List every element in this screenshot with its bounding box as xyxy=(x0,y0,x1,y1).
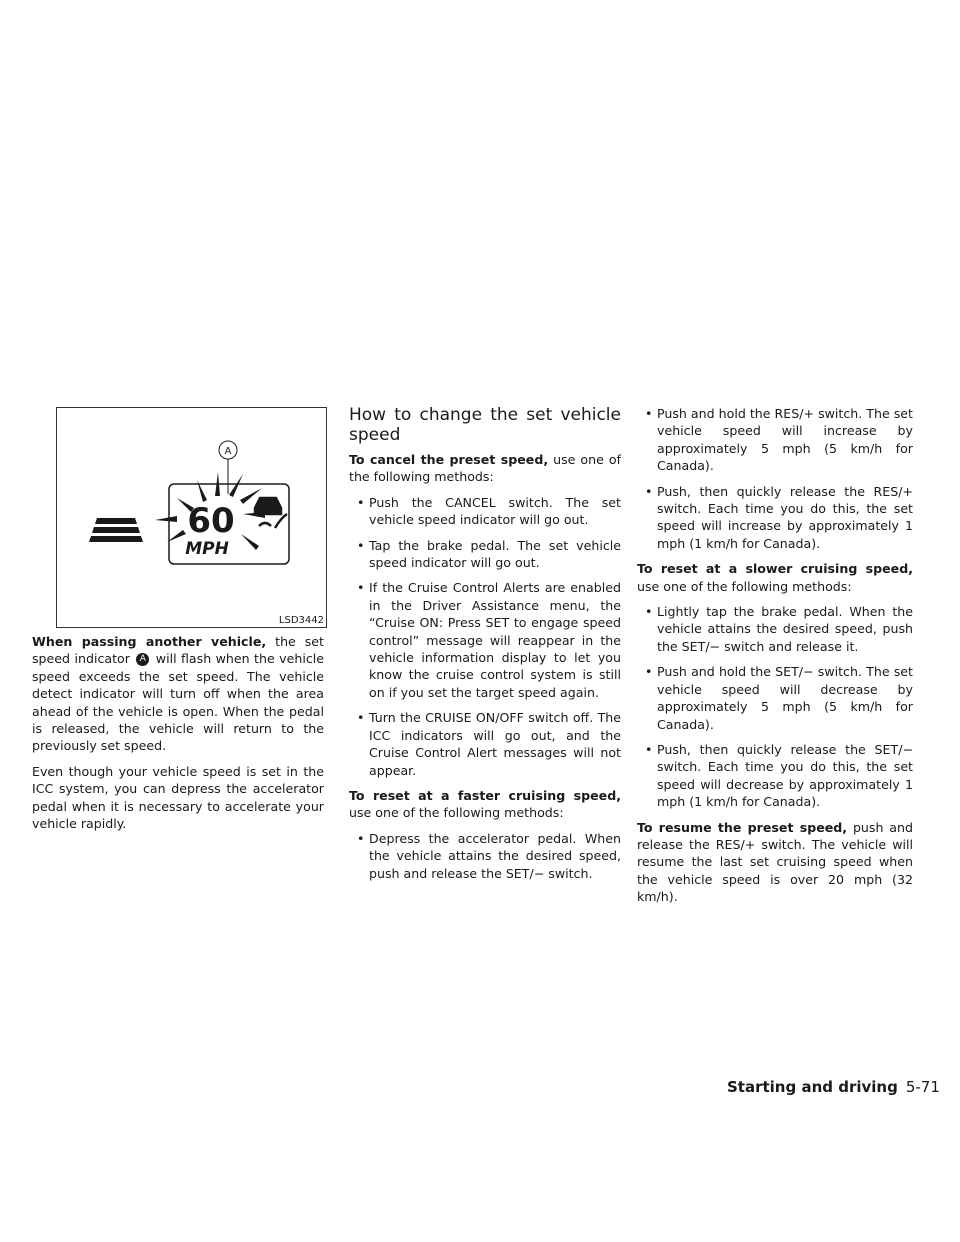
passing-lead: When passing another vehicle, xyxy=(32,634,267,649)
faster-methods-list-cont xyxy=(637,405,913,552)
slower-methods-list xyxy=(637,603,913,810)
faster-methods-list xyxy=(349,830,621,882)
list-item: • If the Cruise Control Alerts are enabled in the Driver Assistance menu, the “Cruise ON: Press SET to engage speed control” message will reappear in the vehicle information display to let you know the cruise control system is still on if you set the target speed again. xyxy=(349,579,621,701)
road-lines-icon xyxy=(89,518,143,542)
callout-label: A xyxy=(224,446,232,457)
resume-paragraph xyxy=(637,819,913,906)
speed-unit: MPH xyxy=(185,539,229,559)
faster-paragraph xyxy=(349,787,621,822)
slower-paragraph xyxy=(637,560,913,595)
speed-indicator-illustration xyxy=(57,408,326,627)
column-2 xyxy=(349,405,621,890)
column-3 xyxy=(637,405,913,914)
vehicle-detect-icon xyxy=(255,498,287,528)
list-item: • Push, then quickly release the SET/− switch. Each time you do this, the set speed will decrease by approximately 1 mph (1 km/h for Canada). xyxy=(637,741,913,811)
passing-text-post: will flash when the vehicle speed exceeds the set speed. The vehicle detect indicator will turn off when the area ahead of the vehicle is open. When the pedal is released, the vehicle will return to the previously set speed. xyxy=(32,651,324,754)
speed-readout: 60 xyxy=(187,501,235,541)
section-name: Starting and driving xyxy=(727,1078,898,1096)
list-item: • Tap the brake pedal. The set vehicle speed indicator will go out. xyxy=(349,537,621,572)
list-item: • Push and hold the SET/− switch. The set vehicle speed will decrease by approximately 5 mph (5 km/h for Canada). xyxy=(637,663,913,733)
slower-text: use one of the following methods: xyxy=(637,578,852,594)
figure-code: LSD3442 xyxy=(278,615,324,626)
resume-lead: To resume the preset speed, xyxy=(637,819,848,835)
section-heading: How to change the set vehicle speed xyxy=(349,405,621,445)
passing-paragraph xyxy=(32,633,324,755)
cancel-paragraph xyxy=(349,451,621,486)
cancel-text: use one of the following methods: xyxy=(349,452,622,485)
list-item: • Push, then quickly release the RES/+ switch. Each time you do this, the set speed will increase by approximately 1 mph (1 km/h for Canada). xyxy=(637,483,913,553)
page-footer xyxy=(727,1078,940,1096)
faster-lead: To reset at a faster cruising speed, xyxy=(349,787,621,803)
cancel-lead: To cancel the preset speed, xyxy=(349,452,549,467)
indicator-a-marker: A xyxy=(136,653,149,666)
page-number: 5-71 xyxy=(905,1078,940,1096)
list-item: • Push and hold the RES/+ switch. The set vehicle speed will increase by approximately 5 mph (5 km/h for Canada). xyxy=(637,405,913,475)
list-item: • Turn the CRUISE ON/OFF switch off. The ICC indicators will go out, and the Cruise Control Alert messages will not appear. xyxy=(349,709,621,779)
list-item: • Depress the accelerator pedal. When the vehicle attains the desired speed, push and release the SET/− switch. xyxy=(349,830,621,882)
accelerate-paragraph: Even though your vehicle speed is set in the ICC system, you can depress the accelerator pedal when it is necessary to accelerate your vehicle rapidly. xyxy=(32,763,324,832)
cancel-methods-list xyxy=(349,494,621,779)
list-item: • Lightly tap the brake pedal. When the vehicle attains the desired speed, push the SET/− switch and release it. xyxy=(637,603,913,655)
slower-lead: To reset at a slower cruising speed, xyxy=(637,561,913,577)
cruise-speed-figure xyxy=(56,407,327,628)
list-item: • Push the CANCEL switch. The set vehicle speed indicator will go out. xyxy=(349,494,621,529)
resume-text: push and release the RES/+ switch. The vehicle will resume the last set cruising speed when the vehicle speed is over 20 mph (32 km/h). xyxy=(637,819,913,905)
faster-text: use one of the following methods: xyxy=(349,805,564,821)
column-1 xyxy=(32,633,324,840)
passing-text-pre: the set speed indicator xyxy=(32,634,324,667)
